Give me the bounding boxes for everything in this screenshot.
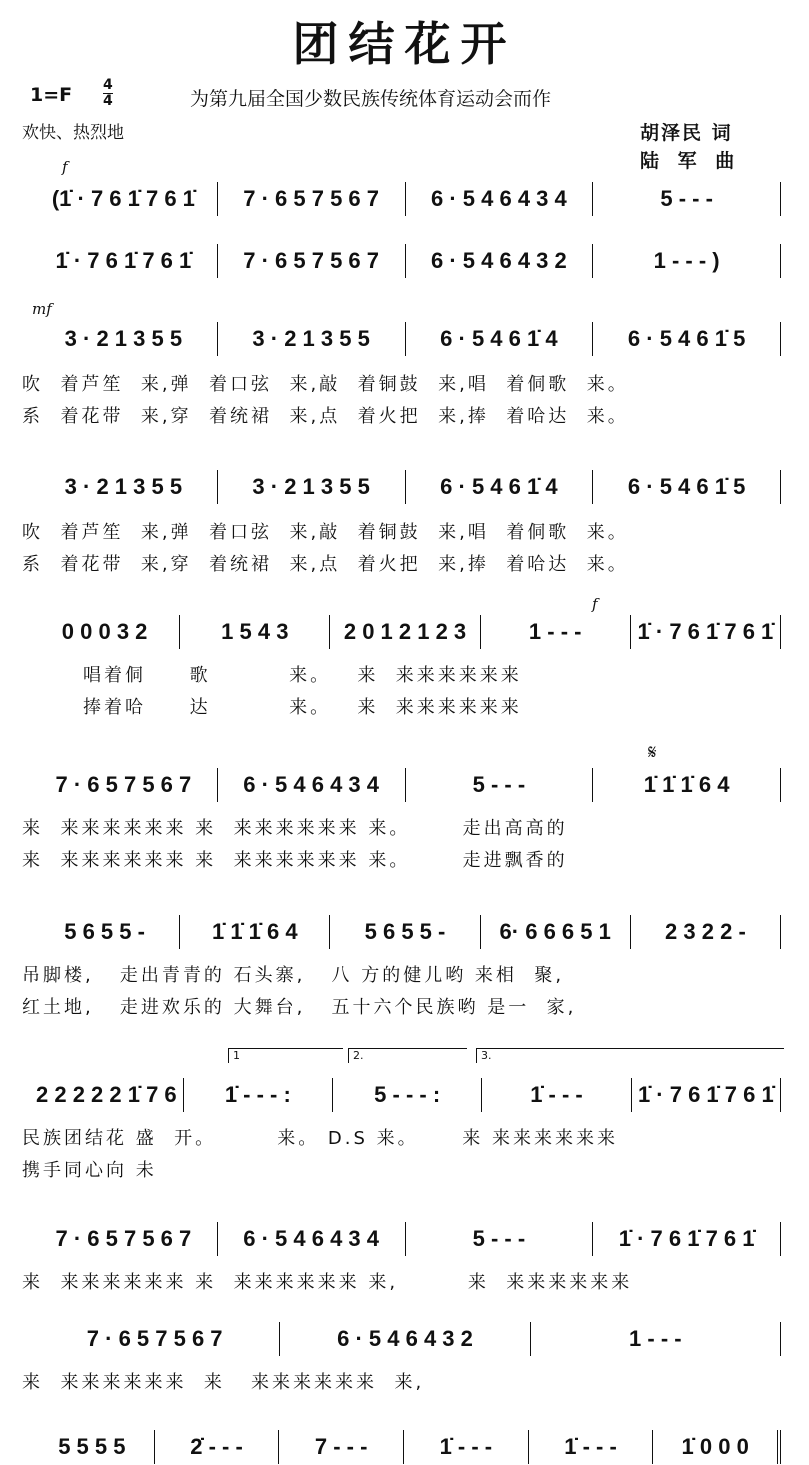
dynamic-forte: f [592,595,598,613]
measure: 1 - - - ) [593,244,781,278]
measure: 2 0 1 2 1 2 3 [330,615,480,649]
lyric-line: 系 着花带 来,穿 着统裙 来,点 着火把 来,捧 着哈达 来。 [22,554,629,575]
measure: 6 · 5 4 6 1̇ 5 [593,470,781,504]
measure: 2 2 2 2 2 1̇ 7 6 [30,1078,184,1112]
measure: 2̇ - - - [155,1430,280,1464]
dynamic-mezzo-forte: mf [32,300,52,318]
measure: 3 · 2 1 3 5 5 [218,322,406,356]
measure: 1̇ - - - : [184,1078,333,1112]
measure: 7 · 6 5 7 5 6 7 [30,1222,218,1256]
measure: 6 · 5 4 6 4 3 4 [218,768,406,802]
measure: 1 5 4 3 [180,615,330,649]
composer-credit: 陆 军 曲 [640,150,741,172]
tempo-marking: 欢快、热烈地 [22,123,124,143]
time-signature [103,78,113,109]
measure: 1 - - - [481,615,631,649]
lyric-line: 民族团结花 盛 开。 来。 D.S 来。 来 来来来来来来 [22,1128,618,1149]
measure: 6 · 5 4 6 4 3 4 [218,1222,406,1256]
measure: 7 · 6 5 7 5 6 7 [218,244,406,278]
dynamic-forte: f [62,158,68,176]
lyric-line: 红土地, 走进欢乐的 大舞台, 五十六个民族哟 是一 家, [22,997,577,1018]
notation-row [30,1222,781,1256]
notation-row [30,182,781,216]
measure: 5 - - - [406,1222,594,1256]
lyric-line: 来 来来来来来来 来 来来来来来来 来。 走出高高的 [22,818,568,839]
key-signature: 1=F [30,84,73,106]
measure: 6 · 5 4 6 4 3 2 [406,244,594,278]
lyric-line: 系 着花带 来,穿 着统裙 来,点 着火把 来,捧 着哈达 来。 [22,406,629,427]
notation-row [30,615,781,649]
song-title: 团结花开 [292,17,517,71]
measure: 5 6 5 5 - [30,915,180,949]
notation-row [30,1322,781,1356]
measure: 1̇ - - - [529,1430,654,1464]
measure: 0 0 0 3 2 [30,615,180,649]
measure: 5 5 5 5 [30,1430,155,1464]
notation-row [30,470,781,504]
notation-row [30,1430,781,1464]
meter-top: 4 [103,77,113,93]
measure: 5 - - - [406,768,594,802]
measure: 3 · 2 1 3 5 5 [218,470,406,504]
lyric-line: 吹 着芦笙 来,弹 着口弦 来,敲 着铜鼓 来,唱 着侗歌 来。 [22,522,629,543]
measure: 5 6 5 5 - [330,915,480,949]
lyric-line: 携手同心向 未 [22,1160,157,1181]
lyric-line: 唱着侗 歌 来。 来 来来来来来来 [22,665,522,686]
lyric-line: 来 来来来来来来 来 来来来来来来 来, 来 来来来来来来 [22,1272,633,1293]
measure: 1̇ 1̇ 1̇ 6 4 [593,768,781,802]
measure: 3 · 2 1 3 5 5 [30,322,218,356]
measure: 1̇ 0 0 0 [653,1430,781,1464]
measure: 2 3 2 2 - [631,915,781,949]
meter-bottom: 4 [103,93,113,109]
measure: 3 · 2 1 3 5 5 [30,470,218,504]
measure: 1 - - - [531,1322,781,1356]
lyricist-credit: 胡泽民 词 [640,122,733,144]
lyric-line: 来 来来来来来来 来 来来来来来来 来。 走进飘香的 [22,850,568,871]
lyric-line: 来 来来来来来来 来 来来来来来来 来, [22,1372,425,1393]
notation-row [30,244,781,278]
measure: 6· 6 6 6 5 1 [481,915,631,949]
measure: 7 · 6 5 7 5 6 7 [30,768,218,802]
volta-1: 1 [228,1048,343,1063]
lyric-line: 捧着哈 达 来。 来 来来来来来来 [22,697,522,718]
volta-2: 2. [348,1048,467,1063]
notation-row [30,768,781,802]
segno-sign: 𝄋 [648,740,657,764]
volta-3: 3. [476,1048,784,1063]
measure: (1̇ · 7 6 1̇ 7 6 1̇ [30,182,218,216]
measure: 5 - - - : [333,1078,482,1112]
measure: 6 · 5 4 6 4 3 2 [280,1322,530,1356]
measure: 6 · 5 4 6 1̇ 5 [593,322,781,356]
lyric-line: 吹 着芦笙 来,弹 着口弦 来,敲 着铜鼓 来,唱 着侗歌 来。 [22,374,629,395]
lyric-line: 吊脚楼, 走出青青的 石头寨, 八 方的健儿哟 来相 聚, [22,965,565,986]
notation-row [30,1078,781,1112]
notation-row [30,322,781,356]
notation-row [30,915,781,949]
measure: 6 · 5 4 6 1̇ 4 [406,470,594,504]
measure: 5 - - - [593,182,781,216]
measure: 7 · 6 5 7 5 6 7 [218,182,406,216]
measure: 1̇ - - - [404,1430,529,1464]
measure: 1̇ 1̇ 1̇ 6 4 [180,915,330,949]
measure: 1̇ · 7 6 1̇ 7 6 1̇ [593,1222,781,1256]
measure: 7 · 6 5 7 5 6 7 [30,1322,280,1356]
measure: 1̇ - - - [482,1078,631,1112]
measure: 1̇ · 7 6 1̇ 7 6 1̇ [631,615,781,649]
dedication: 为第九届全国少数民族传统体育运动会而作 [190,88,552,110]
measure: 7 - - - [279,1430,404,1464]
measure: 6 · 5 4 6 4 3 4 [406,182,594,216]
measure: 6 · 5 4 6 1̇ 4 [406,322,594,356]
measure: 1̇ · 7 6 1̇ 7 6 1̇ [30,244,218,278]
measure: 1̇ · 7 6 1̇ 7 6 1̇ [632,1078,781,1112]
